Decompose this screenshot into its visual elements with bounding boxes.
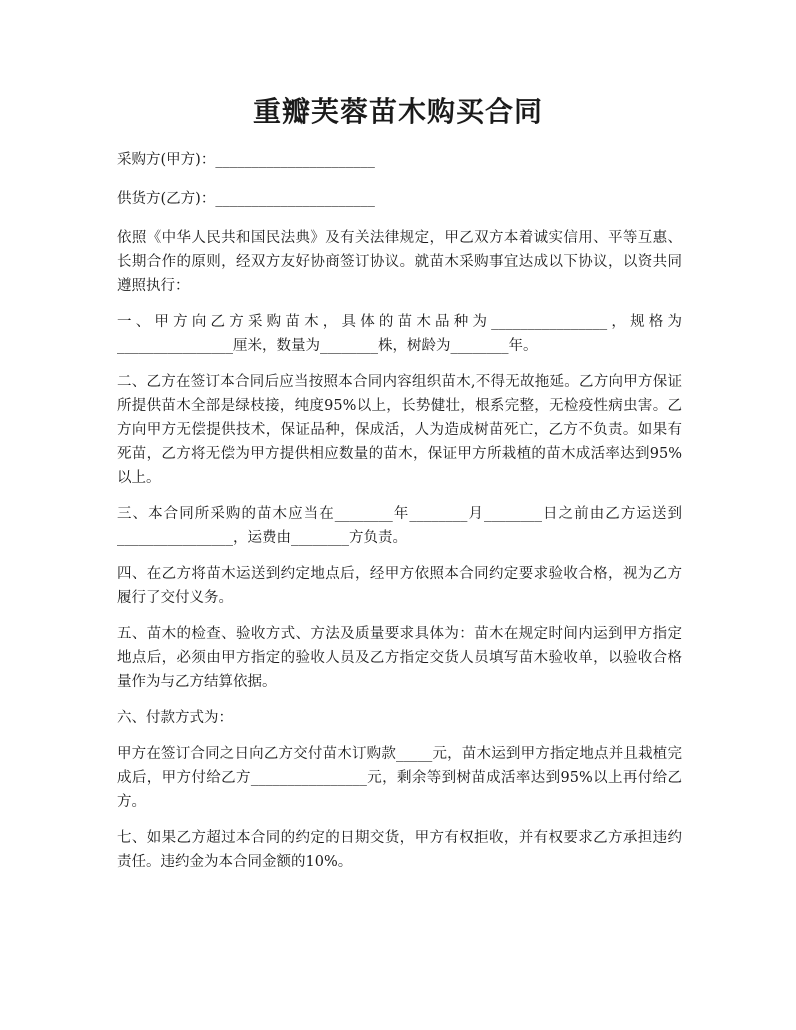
preamble-paragraph: 依照《中华人民共和国民法典》及有关法律规定，甲乙双方本着诚实信用、平等互惠、长期合作的原则，经双方友好协商签订协议。就苗木采购事宜达成以下协议，以资共同遵照执行： <box>117 230 682 294</box>
clause-2: 二、乙方在签订本合同后应当按照本合同内容组织苗木,不得无故拖延。乙方向甲方保证所提供苗木全部是绿枝接，纯度95%以上，长势健壮，根系完整，无检疫性病虫害。乙方向甲方无偿提供技术，保证品种，保成活，人为造成树苗死亡，乙方不负责。如果有死苗，乙方将无偿为甲方提供相应数量的苗木，保证甲方所栽植的苗木成活率达到95%以上。 <box>117 374 682 486</box>
clause-4: 四、在乙方将苗木运送到约定地点后，经甲方依照本合同约定要求验收合格，视为乙方履行了交付义务。 <box>117 566 682 606</box>
clause-3: 三、本合同所采购的苗木应当在________年________月________日之前由乙方运送到________________，运费由________方负责。 <box>117 506 682 546</box>
document-title: 重瓣芙蓉苗木购买合同 <box>252 95 543 128</box>
document-body <box>117 148 682 886</box>
clause-5: 五、苗木的检查、验收方式、方法及质量要求具体为：苗木在规定时间内运到甲方指定地点后，必须由甲方指定的验收人员及乙方指定交货人员填写苗木验收单，以验收合格量作为与乙方结算依据。 <box>117 626 682 690</box>
buyer-field: 采购方(甲方)：______________________ <box>117 152 375 168</box>
clause-7: 七、如果乙方超过本合同的约定的日期交货，甲方有权拒收，并有权要求乙方承担违约责任。违约金为本合同金额的10%。 <box>117 830 682 870</box>
clause-1: 一、甲方向乙方采购苗木，具体的苗木品种为________________，规格为________________厘米，数量为________株，树龄为________年。 <box>117 314 682 354</box>
supplier-field: 供货方(乙方)：______________________ <box>117 191 375 207</box>
clause-6-payment: 甲方在签订合同之日向乙方交付苗木订购款_____元，苗木运到甲方指定地点并且栽植完成后，甲方付给乙方________________元，剩余等到树苗成活率达到95%以上再付给乙方。 <box>117 746 682 810</box>
clause-6-heading: 六、付款方式为： <box>117 710 233 726</box>
